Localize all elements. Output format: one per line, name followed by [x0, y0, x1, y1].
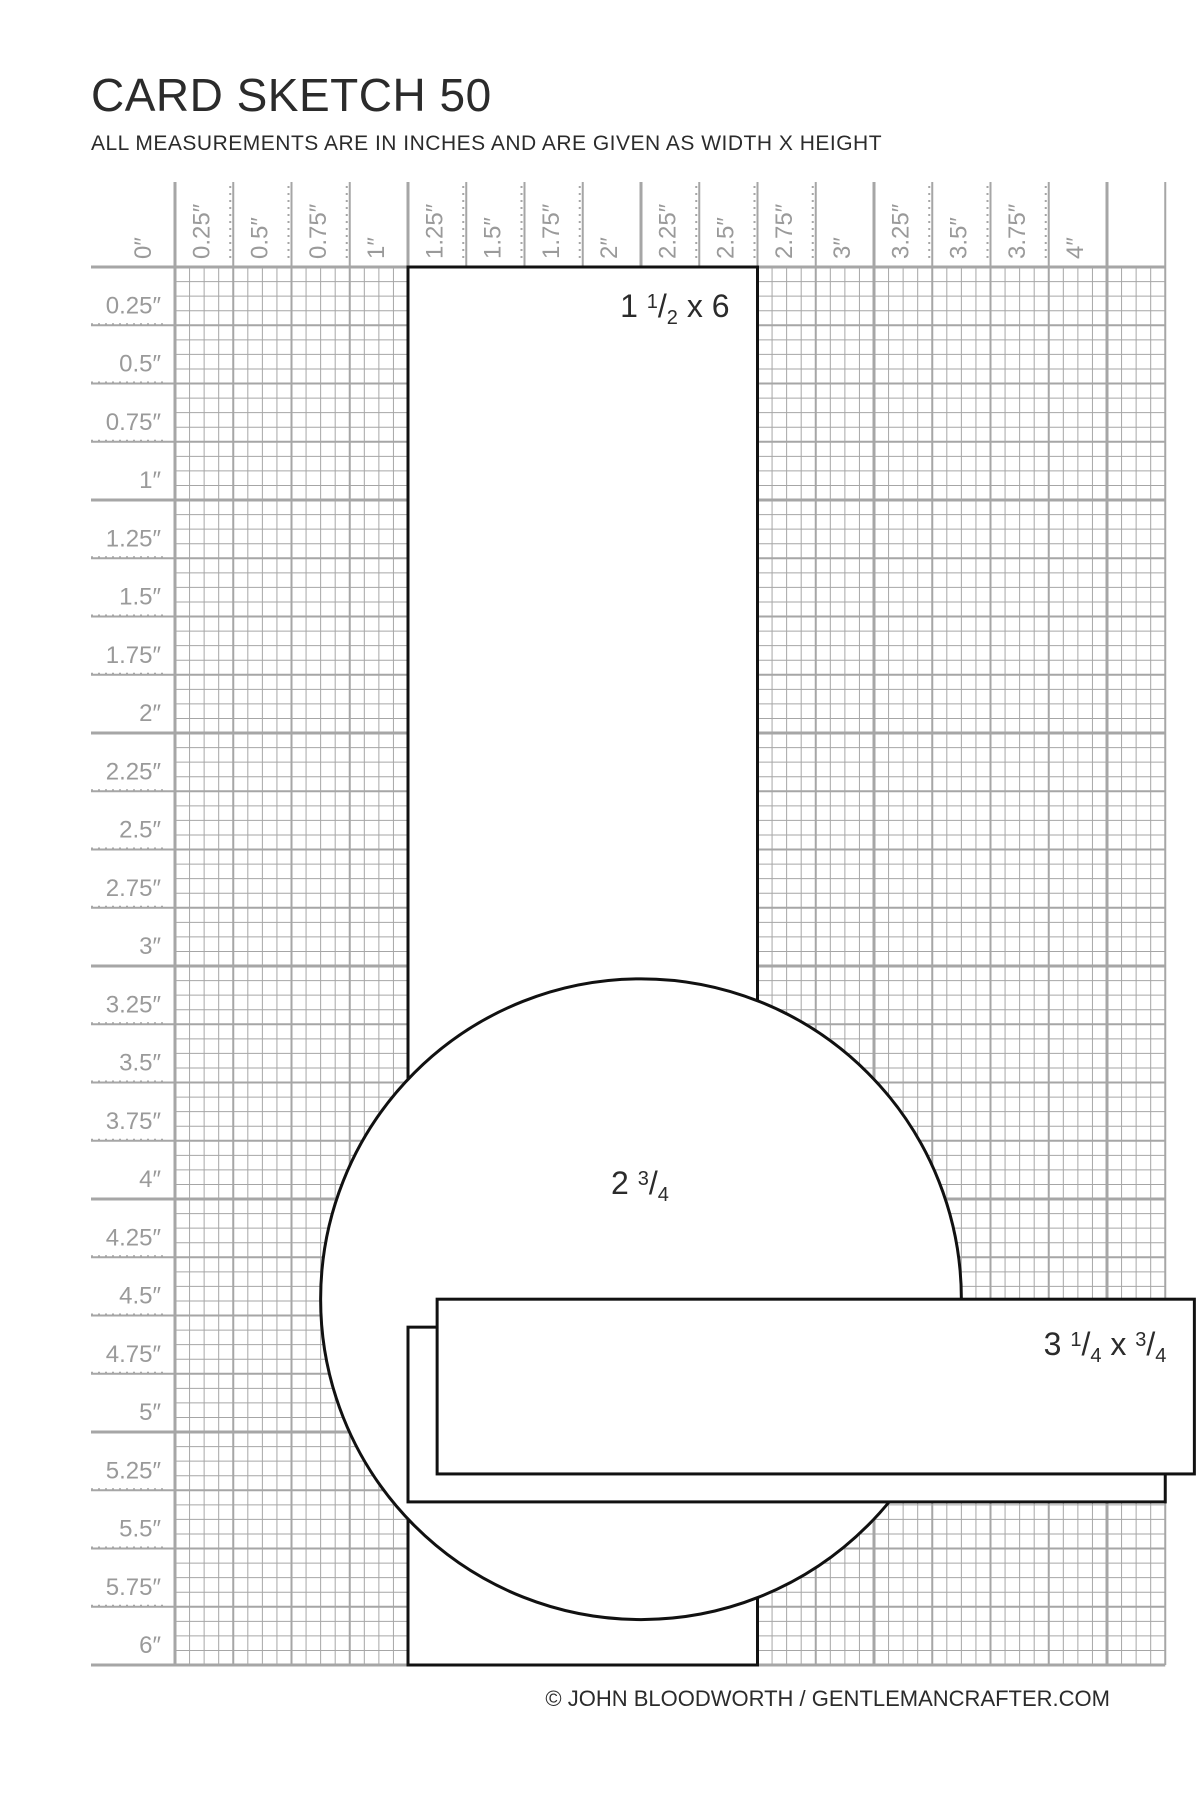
page-title: CARD SKETCH 50: [91, 69, 492, 121]
ruler-top-label: 0.25″: [188, 203, 216, 259]
tall-panel-label: 1 $^1/_2$ x 6: [620, 288, 730, 329]
page-subtitle: ALL MEASUREMENTS ARE IN INCHES AND ARE GIVEN AS WIDTH X HEIGHT: [91, 132, 883, 155]
ruler-left-label: 5.75″: [105, 1573, 161, 1601]
ruler-top-label: 1.5″: [479, 217, 507, 259]
ruler-top-label: 0.75″: [304, 203, 332, 259]
ruler-left-label: 3″: [139, 933, 161, 960]
ruler-top-label: 0.5″: [246, 217, 274, 259]
ruler-top-label: 3.25″: [887, 203, 915, 259]
ruler-left-label: 3.75″: [105, 1107, 161, 1135]
copyright-footer: © JOHN BLOODWORTH / GENTLEMANCRAFTER.COM: [545, 1686, 1110, 1711]
ruler-left-label: 0.25″: [105, 292, 161, 320]
ruler-left-label: 4.75″: [105, 1340, 161, 1368]
ruler-left-label: 3.5″: [119, 1049, 161, 1077]
ruler-left-label: 2.75″: [105, 874, 161, 902]
ruler-top-label: 3.75″: [1003, 203, 1031, 259]
ruler-top-label: 1.25″: [421, 203, 449, 259]
ruler-top-label: 3″: [829, 237, 856, 259]
ruler-left-label: 4″: [139, 1166, 161, 1193]
ruler-top-label: 2.75″: [770, 203, 798, 259]
ruler-top-label: 1″: [363, 237, 390, 259]
ruler-left-label: 0.5″: [119, 350, 161, 378]
ruler-top-label: 2.5″: [712, 217, 740, 259]
ruler-left-label: 2.25″: [105, 758, 161, 786]
ruler-left-label: 1″: [139, 467, 161, 494]
ruler-top-label: 2″: [596, 237, 623, 259]
ruler-left-label: 0.75″: [105, 408, 161, 436]
ruler-left-label: 1.5″: [119, 583, 161, 611]
ruler-left-label: 3.25″: [105, 991, 161, 1019]
ruler-origin-label: 0″: [130, 237, 157, 259]
ruler-top-label: 2.25″: [654, 203, 682, 259]
ruler-left-label: 5.25″: [105, 1457, 161, 1485]
ruler-top-label: 4″: [1062, 237, 1089, 259]
circle-label: 2 $^3/_4$: [611, 1165, 669, 1207]
ruler-left-label: 6″: [139, 1632, 161, 1659]
front-strip-label: 3 $^1/_4$ x $^3/_4$: [1043, 1326, 1167, 1368]
ruler-left-label: 4.25″: [105, 1224, 161, 1252]
ruler-left-label: 1.25″: [105, 525, 161, 553]
ruler-top-label: 1.75″: [537, 203, 565, 259]
ruler-left-label: 5″: [139, 1399, 161, 1426]
ruler-left-label: 2.5″: [119, 816, 161, 844]
ruler-left-label: 4.5″: [119, 1282, 161, 1310]
ruler-top-label: 3.5″: [945, 217, 973, 259]
ruler-left-label: 1.75″: [105, 641, 161, 669]
ruler-left-label: 5.5″: [119, 1515, 161, 1543]
ruler-left-label: 2″: [139, 700, 161, 727]
